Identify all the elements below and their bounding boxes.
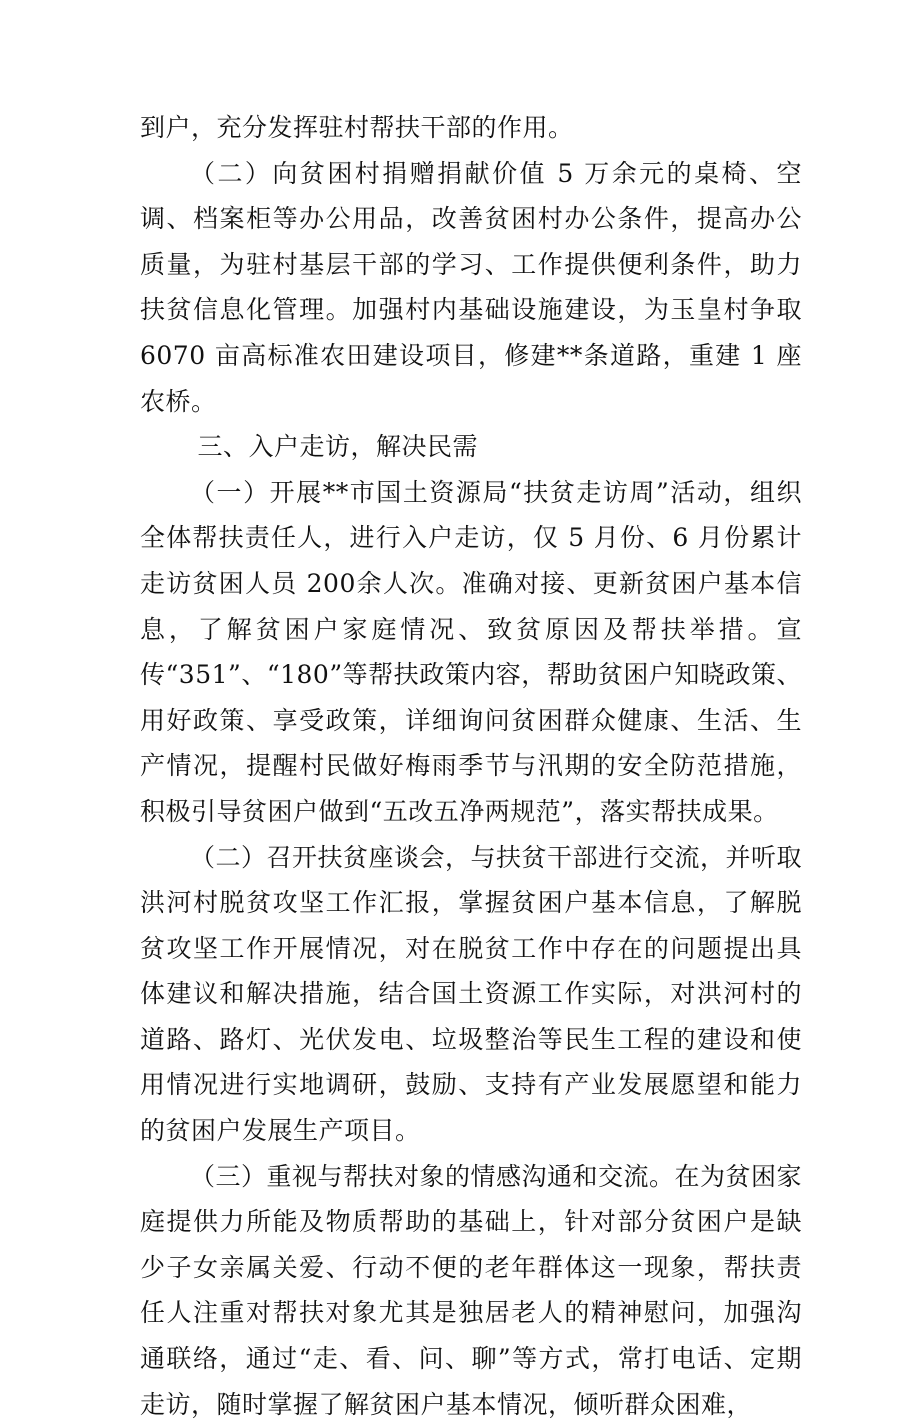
paragraph-visit-week: （一）开展**市国土资源局“扶贫走访周”活动，组织全体帮扶责任人，进行入户走访，仅 5 月份、6 月份累计走访贫困人员 200余人次。准确对接、更新贫困户基本信息，了解贫困户家庭情况、致贫原因及帮扶举措。宣传“351”、“180”等帮扶政策内容，帮助贫困户知晓政策、用好政策、享受政策，详细询问贫困群众健康、生活、生产情况，提醒村民做好梅雨季节与汛期的安全防范措施，积极引导贫困户做到“五改五净两规范”，落实帮扶成果。 xyxy=(140,477,802,826)
paragraph-symposium: （二）召开扶贫座谈会，与扶贫干部进行交流，并听取洪河村脱贫攻坚工作汇报，掌握贫困户基本信息，了解脱贫攻坚工作开展情况，对在脱贫工作中存在的问题提出具体建议和解决措施，结合国土资源工作实际，对洪河村的道路、路灯、光伏发电、垃圾整治等民生工程的建设和使用情况进行实地调研，鼓励、支持有产业发展愿望和能力的贫困户发展生产项目。 xyxy=(140,842,803,1146)
section-heading-visits: 三、入户走访，解决民需 xyxy=(197,432,479,462)
paragraph-donation: （二）向贫困村捐赠捐献价值 5 万余元的桌椅、空调、档案柜等办公用品，改善贫困村办公条件，提高办公质量，为驻村基层干部的学习、工作提供便利条件，助力扶贫信息化管理。加强村内基础设施建设，为玉皇村争取 6070 亩高标准农田建设项目，修建**条道路，重建 1 座农桥。 xyxy=(140,158,802,416)
document-body xyxy=(140,105,802,1427)
paragraph-continuation: 到户，充分发挥驻村帮扶干部的作用。 xyxy=(140,113,574,142)
paragraph-emotional-care: （三）重视与帮扶对象的情感沟通和交流。在为贫困家庭提供力所能及物质帮助的基础上，针对部分贫困户是缺少子女亲属关爱、行动不便的老年群体这一现象，帮扶责任人注重对帮扶对象尤其是独居老人的精神慰问，加强沟通联络，通过“走、看、问、聊”等方式，常打电话、定期走访，随时掌握了解贫困户基本情况，倾听群众困难， xyxy=(140,1161,803,1419)
